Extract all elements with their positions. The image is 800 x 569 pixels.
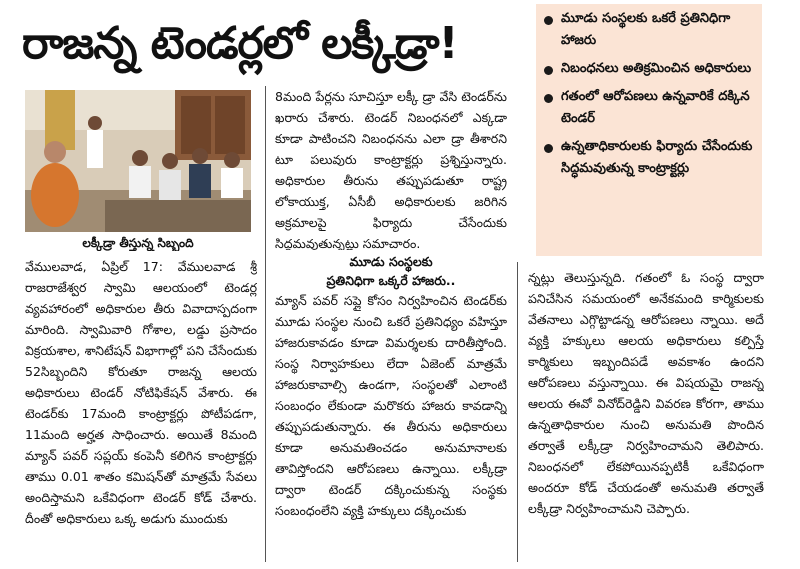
column-divider	[517, 262, 518, 562]
bullet-icon	[544, 144, 553, 153]
article-column-3: న్నట్లు తెలుస్తున్నది. గతంలో ఓ సంస్థ ద్వారా పనిచేసిన సమయంలో అనేకమంది కార్మికులకు వేతనాలు ఎగ్గొట్టాడన్న ఆరోపణలు న్నాయి. అదే వ్యక్తి హక్కులు ఆలయ అధికారులు కల్పిస్తే కార్మికులు ఇబ్బందిపడే అవకాశం ఉందని ఆరోపణలు వస్తున్నాయి. ఈ విషయమై రాజన్న ఆలయ ఈవో వినోద్‌రెడ్డిని వివరణ కోరగా, తాము ఉన్నతాధికారుల నుంచి అనుమతి పొందిన తర్వాతే లక్కీడ్రా నిర్వహించామని తెలిపారు. నిబంధనలో లేకపోయినప్పటికీ ఒకేవిధంగా అందరూ కోడ్ చేయడంతో అనుమతి తర్వాతే లక్కీడ్రా నిర్వహించామని చెప్పారు.	[528, 270, 764, 516]
highlight-text: గతంలో ఆరోపణలు ఉన్నవారికే దక్కిన టెండర్	[561, 89, 750, 126]
bullet-icon	[544, 94, 553, 103]
article-column-2-bottom: మ్యాన్ పవర్ సప్లై కోసం నిర్వహించిన టెండర్‌కు మూడు సంస్థల నుంచి ఒకరే ప్రతినిధ్యం వహిస్తూ హాజరుకావడం కూడా విమర్శలకు దారితీస్తోంది. సంస్థ నిర్వాహకులు లేదా ఏజెంట్ మాత్రమే హాజరుకావాల్సి ఉండగా, సంస్థలతో ఎలాంటి సంబంధం లేకుండా మరొకరు హాజరు కావడాన్ని తప్పుపడుతున్నారు. ఈ తీరును అధికారులు కూడా అనుమతించడం అనుమానాలకు తావిస్తోందని ఆరోపణలు ఉన్నాయి. లక్కీడ్రా ద్వారా టెండర్ దక్కించుకున్న సంస్థకు సంబంధంలేని వ్యక్తి హక్కులు దక్కించుకు	[275, 293, 507, 518]
highlight-text: మూడు సంస్థలకు ఒకరే ప్రతినిధిగా హాజరు	[561, 11, 731, 48]
article-column-2-top: 8మంది పేర్లను సూచిస్తూ లక్కీ డ్రా వేసి టెండర్‌ను ఖరారు చేశారు. టెండర్ నిబంధనలో ఎక్కడా కూడా పాటించని నిబంధనను ఎలా డ్రా తీశారని టూ పలువురు కాంట్రాక్టర్లు ప్రశ్నిస్తున్నారు. అధికారుల తీరును తప్పుపడుతూ రాష్ట్ర లోకాయుక్త, ఏసీబీ అధికారులకు జరిగిన అక్రమాలపై ఫిర్యాదు చేసేందుకు సిద్ధమవుతున్నట్లు సమాచారం.	[275, 89, 507, 250]
highlight-text: ఉన్నతాధికారులకు ఫిర్యాదు చేసేందుకు సిద్ధమవుతున్న కాంట్రాక్టర్లు	[561, 139, 753, 176]
bullet-icon	[544, 66, 553, 75]
column-divider	[265, 86, 266, 562]
highlight-item	[544, 58, 754, 80]
highlight-text: నిబంధనలు అతిక్రమించిన అధికారులు	[561, 61, 752, 76]
highlights-box	[536, 4, 762, 256]
subheading	[275, 252, 507, 290]
subheading-line-1: మూడు సంస్థలకు	[349, 254, 433, 269]
news-photo-illustration	[25, 90, 251, 232]
highlight-item	[544, 86, 754, 130]
article-column-1: వేములవాడ, ఏప్రిల్ 17: వేములవాడ శ్రీ రాజరాజేశ్వర స్వామి ఆలయంలో టెండర్ల వ్యవహారంలో అధికారుల తీరు వివాదాస్పదంగా మారింది. స్వామివారి గోశాల, లడ్డు ప్రసాదం విక్రయశాల, శానిటేషన్ విభాగాల్లో పని చేసేందుకు 52సిబ్బందిని కోరుతూ రాజన్న ఆలయ అధికారులు టెండర్ నోటిఫికేషన్ వేశారు. ఈ టెండర్‌కు 17మంది కాంట్రాక్టర్లు పోటీపడగా, 11మంది అర్హత సాధించారు. అయితే 8మంది మ్యాన్ పవర్ సప్లయ్ కంపెనీ కలిగిన కాంట్రాక్టర్లు తాము 0.01 శాతం కమిషన్‌తో మాత్రమే సేవలు అందిస్తామని ఒకేవిధంగా టెండర్ కోడ్ చేశారు. దీంతో అధికారులు ఒక్క అడుగు ముందుకు	[25, 259, 257, 526]
highlight-item	[544, 8, 754, 52]
bullet-icon	[544, 16, 553, 25]
news-photo	[25, 90, 251, 232]
highlight-item	[544, 136, 754, 180]
photo-caption: లక్కీడ్రా తీస్తున్న సిబ్బంది	[82, 236, 194, 250]
headline: రాజన్న టెండర్లలో లక్కీడ్రా!	[22, 18, 458, 69]
subheading-line-2: ప్రతినిధిగా ఒక్కరే హాజరు..	[326, 273, 456, 288]
